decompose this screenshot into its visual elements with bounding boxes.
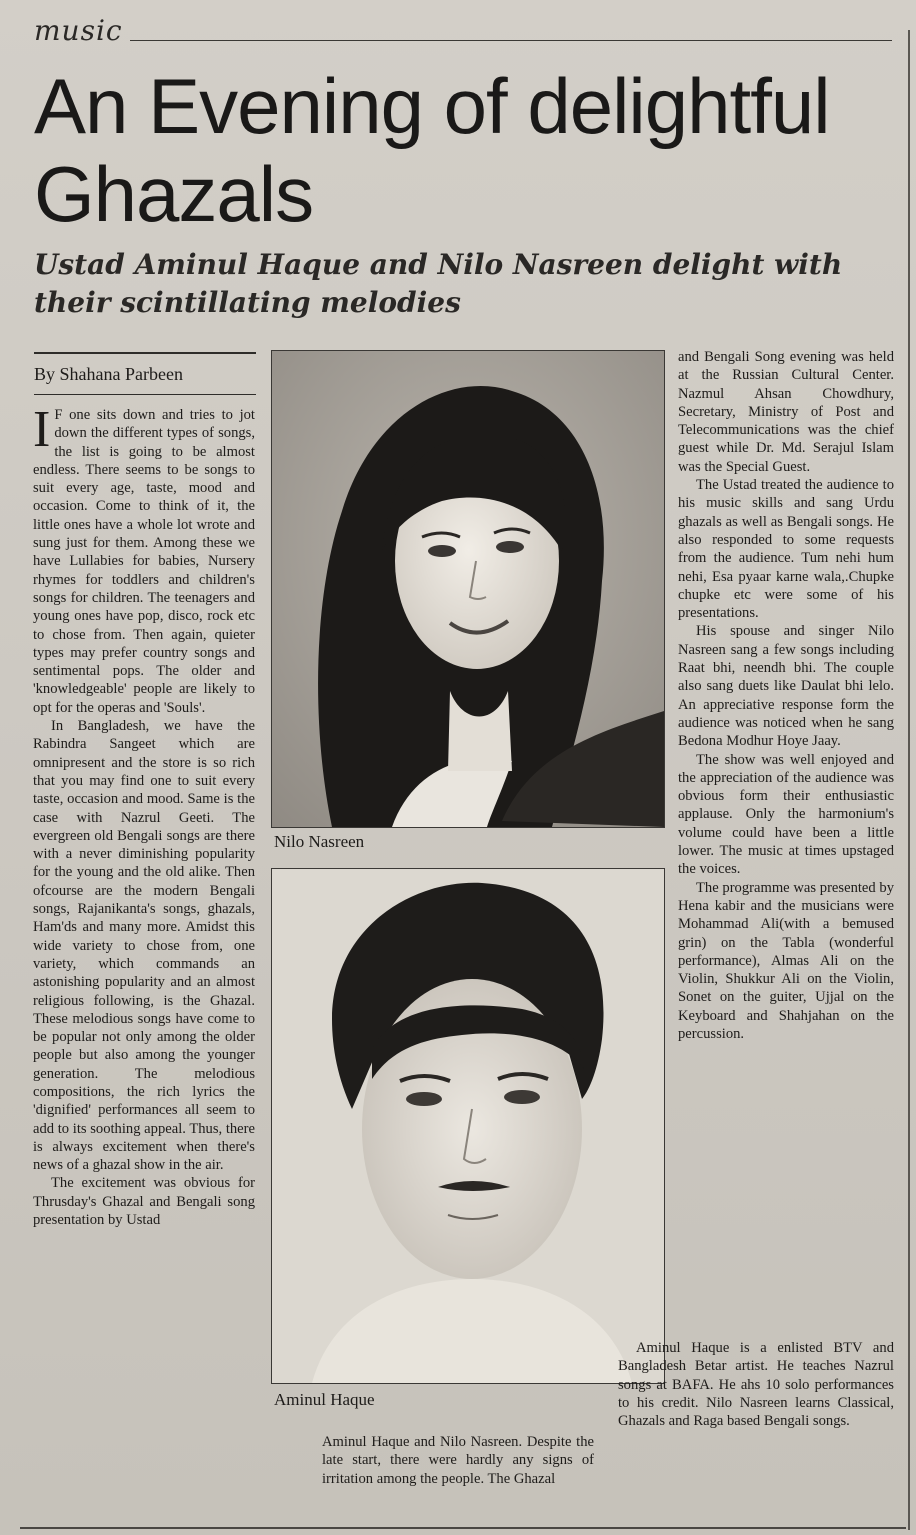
headline: An Evening of delightful Ghazals	[34, 62, 830, 238]
paragraph: In Bangladesh, we have the Rabindra Sangeet which are omnipresent and the store is so rich that you may find one to suit every taste, occasion and mood. Same is the case with Nazrul Geeti. The evergreen old Bengali songs are there with a never diminishing popularity for the young and the old alike. Then ofcourse are the modern Bengali songs, Rajanikanta's songs, ghazals, Ham'ds and many more. Amidst this wide variety to chose from, one variety, which commands an astonishing popularity and an almost religious following, is the Ghazal. These melodious songs have come to be popular not only among the older people but also among the younger generation. The melodious compositions, the rich lyrics the 'dignified' performances all seem to add to its soothing appeal. Thus, there is always excitement when there's news of a ghazal show in the air.	[33, 718, 255, 1174]
paragraph-text: F one sits down and tries to jot down the different types of songs, the list is going to be almost endless. There seems to be songs to suit every age, taste, mood and occasion. Come to think of it, the little ones have a whole lot wrote and sung just for them. Among these we have Lullabies for babies, Nursery rhymes for toddlers and children's songs for children. The teenagers and young ones have pop, disco, rock etc to chose from. Then again, quieter types may prefer country songs and sentimental pops. The older and 'knowledgeable' people are likely to opt for the operas and 'Souls'.	[33, 407, 255, 716]
drop-cap: I	[33, 401, 51, 458]
deck-subheadline: Ustad Aminul Haque and Nilo Nasreen delight with their scintillating melodies	[34, 248, 843, 319]
portrait-man-image	[272, 869, 664, 1383]
article-column-3	[678, 348, 894, 1043]
paragraph	[33, 401, 255, 717]
section-rule	[130, 40, 892, 41]
article-column-1	[33, 401, 255, 1229]
byline: By Shahana Parbeen	[34, 364, 183, 384]
article-column-2-bottom	[322, 1433, 594, 1488]
bottom-rule	[20, 1527, 906, 1529]
byline-rule-top	[34, 352, 256, 354]
photo-caption: Nilo Nasreen	[274, 832, 365, 851]
paragraph: The show was well enjoyed and the appreciation of the audience was obvious form their enthusiastic applause. Only the harmonium's volume could have been a little lower. The music at times upstaged the voices.	[678, 751, 894, 878]
page-edge-rule	[908, 30, 910, 1530]
photo-nilo-nasreen	[271, 350, 665, 828]
portrait-woman-image	[272, 351, 664, 827]
paragraph: The excitement was obvious for Thrusday's Ghazal and Bengali song presentation by Ustad	[33, 1175, 255, 1229]
byline-rule-bottom	[34, 394, 256, 395]
article-column-3-bottom	[618, 1339, 894, 1430]
photo-caption: Aminul Haque	[274, 1390, 375, 1409]
photo-aminul-haque	[271, 868, 665, 1384]
paragraph: His spouse and singer Nilo Nasreen sang a few songs including Raat bhi, neendh bhi. The couple also sang duets like Daulat bhi lelo. An appreciative response form the audience was noticed when he sang Bedona Modhur Hoye Jaay.	[678, 623, 894, 750]
section-label: music	[34, 14, 123, 47]
paragraph: The programme was presented by Hena kabir and the musicians were Mohammad Ali(with a bemused grin) on the Tabla (wonderful performance), Almas Ali on the Violin, Shukkur Ali on the Violin, Sonet on the guiter, Ujjal on the Keyboard and Shahjahan on the percussion.	[678, 879, 894, 1042]
paragraph: Aminul Haque and Nilo Nasreen. Despite the late start, there were hardly any signs of irritation among the people. The Ghazal	[322, 1434, 594, 1487]
paragraph: The Ustad treated the audience to his music skills and sang Urdu ghazals as well as Bengali songs. He also responded to some requests from the audience. Tum nehi hum nehi, Esa pyaar karne wala,.Chupke chupke etc were some of his presentations.	[678, 477, 894, 622]
paragraph: and Bengali Song evening was held at the Russian Cultural Center. Nazmul Ahsan Chowdhury, Secretary, Ministry of Post and Telecommunications was the chief guest while Dr. Md. Serajul Islam was the Special Guest.	[678, 349, 894, 475]
paragraph: Aminul Haque is a enlisted BTV and Bangladesh Betar artist. He teaches Nazrul songs at BAFA. He ahs 10 solo performances to his credit. Nilo Nasreen learns Classical, Ghazals and Raga based Bengali songs.	[618, 1340, 894, 1430]
